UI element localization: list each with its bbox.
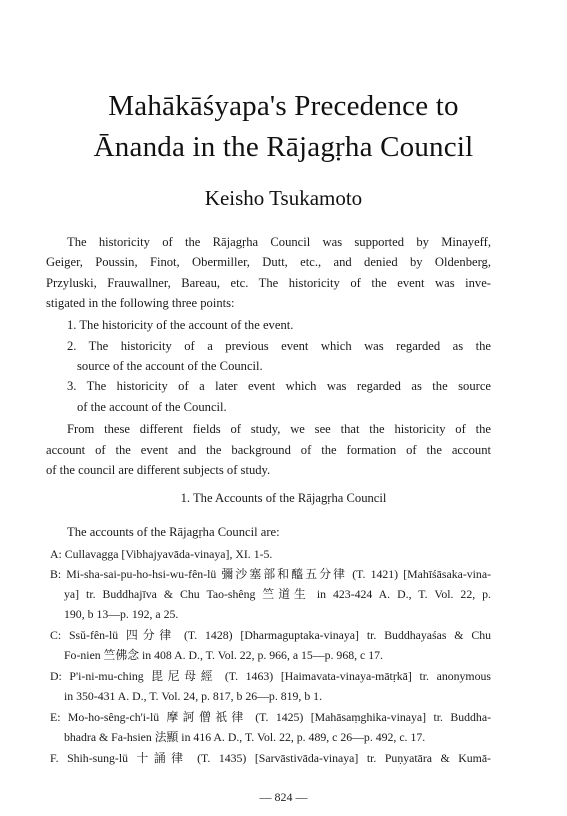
conclusion-line: of the council are different subjects of study. (46, 463, 271, 477)
reference-line: bhadra & Fa-hsien 法顯 in 416 A. D., T. Vol. 22, p. 489, c 26—p. 492, c. 17. (64, 730, 426, 744)
author-name: Keisho Tsukamoto (204, 186, 363, 210)
point-line: source of the account of the Council. (77, 359, 263, 373)
section-heading: 1. The Accounts of the Rājagṛha Council (180, 491, 387, 505)
page-number: — 824 — (259, 790, 308, 804)
reference-line: 190, b 13—p. 192, a 25. (64, 607, 179, 621)
intro-line: The historicity of the Rājagṛha Council was supported by Minayeff, (67, 235, 491, 249)
accounts-intro: The accounts of the Rājagṛha Council are: (67, 525, 280, 539)
reference-line: E: Mo-ho-sêng-ch'i-lü 摩訶僧祇律 (T. 1425) [Mahāsaṃghika-vinaya] tr. Buddha- (50, 710, 491, 724)
reference-line: A: Cullavagga [Vibhajyavāda-vinaya], XI. 1-5. (50, 547, 273, 561)
intro-line: stigated in the following three points: (46, 296, 235, 310)
reference-line: F. Shih-sung-lü 十誦律 (T. 1435) [Sarvāstivāda-vinaya] tr. Puṇyatāra & Kumā- (50, 751, 491, 765)
point-line: 2. The historicity of a previous event which was regarded as the (67, 339, 491, 353)
point-line: 3. The historicity of a later event which was regarded as the source (67, 379, 491, 393)
conclusion-line: From these different fields of study, we see that the historicity of the (67, 422, 491, 436)
reference-line: ya] tr. Buddhajīva & Chu Tao-shêng 竺道生 in 423-424 A. D., T. Vol. 22, p. (64, 587, 491, 601)
intro-line: Przyluski, Frauwallner, Bareau, etc. The historicity of the event was inve- (46, 276, 491, 290)
title-line-1: Mahākāśyapa's Precedence to (108, 90, 459, 122)
reference-line: in 350-431 A. D., T. Vol. 24, p. 817, b 26—p. 819, b 1. (64, 689, 323, 703)
conclusion-line: account of the event and the background of the formation of the account (46, 443, 491, 457)
title-line-2: Ānanda in the Rājagṛha Council (93, 131, 474, 163)
reference-line: C: Ssŭ-fên-lü 四分律 (T. 1428) [Dharmaguptaka-vinaya] tr. Buddhayaśas & Chu (50, 628, 491, 642)
reference-line: B: Mi-sha-sai-pu-ho-hsi-wu-fên-lü 彌沙塞部和醯五分律 (T. 1421) [Mahīśāsaka-vina- (50, 567, 491, 581)
reference-line: D: P'i-ni-mu-ching 毘尼母經 (T. 1463) [Haimavata-vinaya-mātṛkā] tr. anonymous (50, 669, 491, 683)
point-line: 1. The historicity of the account of the event. (67, 318, 294, 332)
point-line: of the account of the Council. (77, 400, 227, 414)
reference-line: Fo-nien 竺佛念 in 408 A. D., T. Vol. 22, p. 966, a 15—p. 968, c 17. (64, 648, 383, 662)
intro-line: Geiger, Poussin, Finot, Obermiller, Dutt, etc., and denied by Oldenberg, (46, 255, 491, 269)
